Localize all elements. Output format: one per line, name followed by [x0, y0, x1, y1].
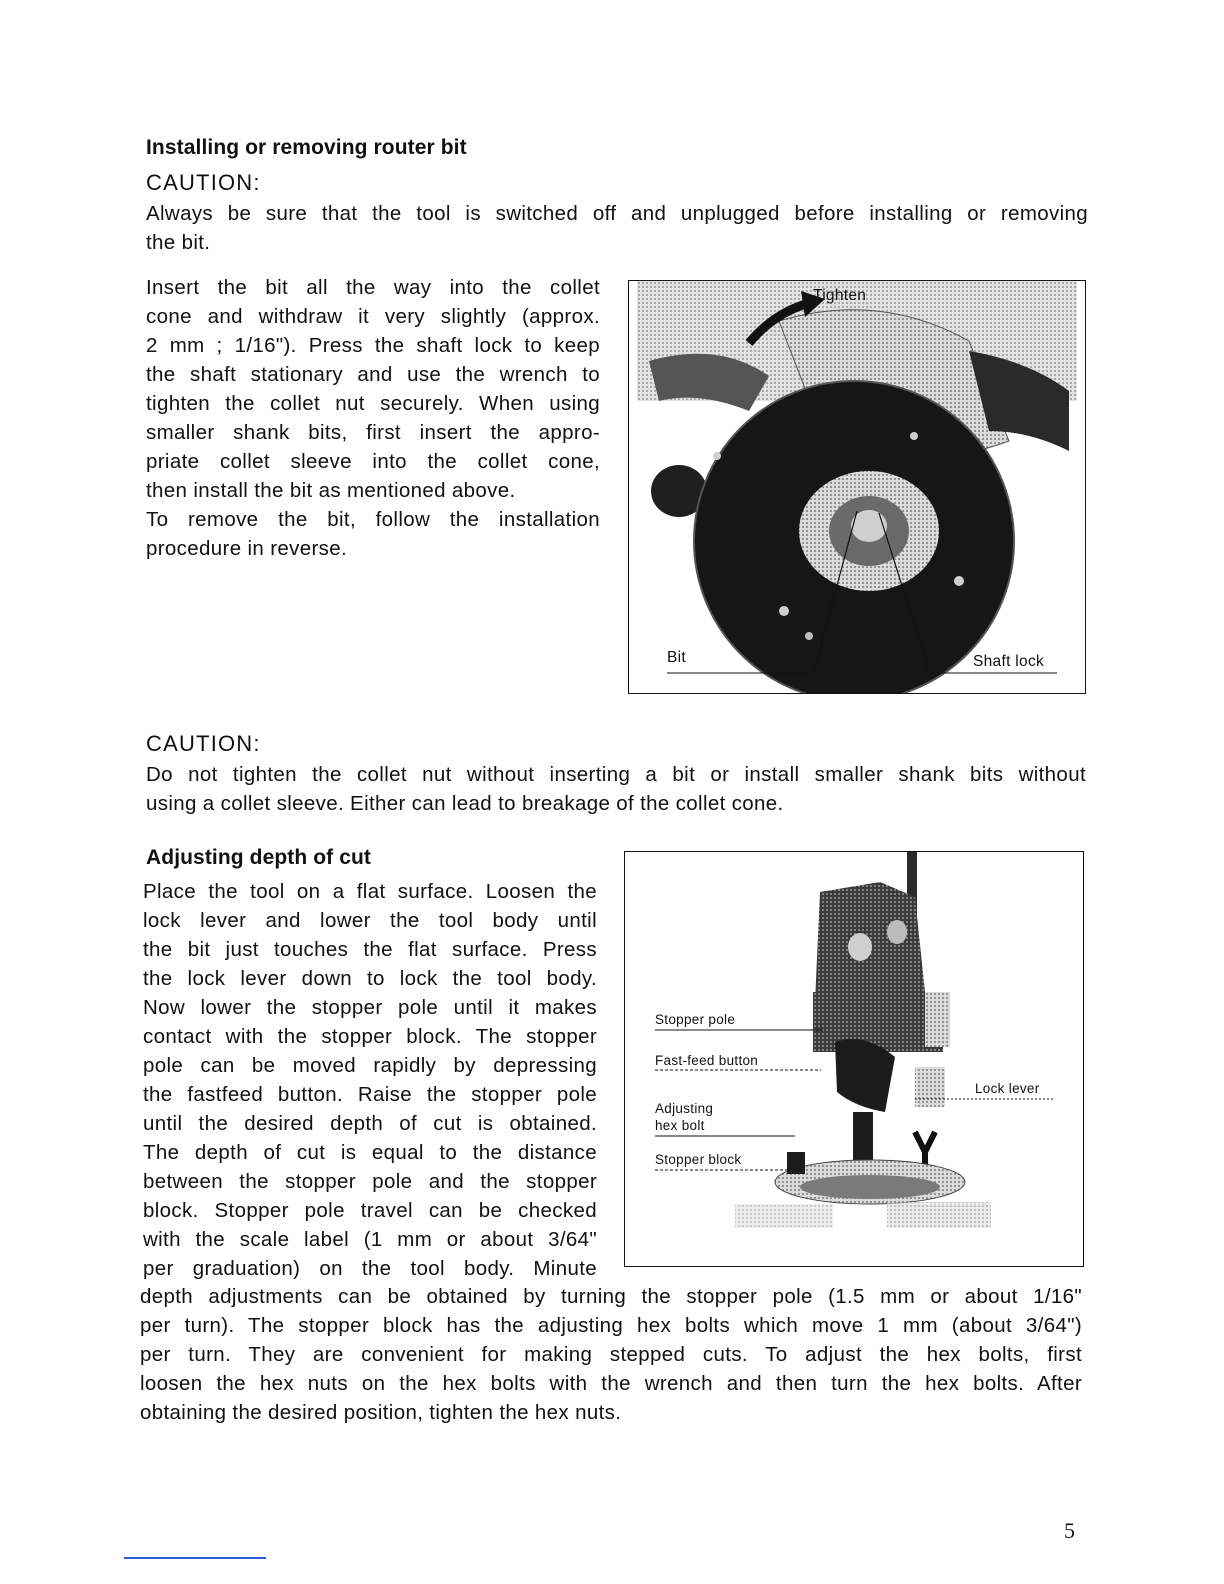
body-line: the bit just touches the flat surface. Press	[143, 938, 597, 961]
lock-lever-label: Lock lever	[975, 1081, 1040, 1096]
body-line: smaller shank bits, first insert the appro-	[146, 421, 600, 444]
body-line: procedure in reverse.	[146, 537, 348, 560]
router-bit-figure	[628, 280, 1086, 694]
depth-of-cut-paragraph-continued	[140, 1282, 1082, 1427]
body-line: between the stopper pole and the stopper	[143, 1170, 597, 1193]
tighten-label: Tighten	[813, 287, 867, 304]
section-heading-depth-of-cut: Adjusting depth of cut	[146, 846, 371, 869]
caution-text-2	[146, 760, 1086, 818]
body-line: the fastfeed button. Raise the stopper pole	[143, 1083, 597, 1106]
depth-of-cut-paragraph	[143, 877, 597, 1283]
body-line: pole can be moved rapidly by depressing	[143, 1054, 597, 1077]
caution-line: the bit.	[146, 231, 211, 254]
body-line: then install the bit as mentioned above.	[146, 479, 516, 502]
body-line: until the desired depth of cut is obtained.	[143, 1112, 597, 1135]
depth-of-cut-figure	[624, 851, 1084, 1267]
hex-bolt-label: hex bolt	[655, 1118, 705, 1133]
body-line: the shaft stationary and use the wrench to	[146, 363, 600, 386]
body-line: cone and withdraw it very slightly (approx.	[146, 305, 600, 328]
fast-feed-button-label: Fast-feed button	[655, 1053, 759, 1068]
body-line: with the scale label (1 mm or about 3/64"	[143, 1228, 597, 1251]
caution-label-2: CAUTION:	[146, 731, 261, 756]
body-line: To remove the bit, follow the installation	[146, 508, 600, 531]
body-line: per turn. They are convenient for making stepped cuts. To adjust the hex bolts, first	[140, 1343, 1082, 1366]
body-line: tighten the collet nut securely. When using	[146, 392, 600, 415]
body-line: Place the tool on a flat surface. Loosen the	[143, 880, 597, 903]
stopper-block-label: Stopper block	[655, 1152, 742, 1167]
shaft-lock-label: Shaft lock	[973, 653, 1045, 670]
stopper-pole-label: Stopper pole	[655, 1012, 736, 1027]
body-line: Insert the bit all the way into the collet	[146, 276, 600, 299]
install-bit-paragraph	[146, 273, 600, 563]
body-line: Now lower the stopper pole until it makes	[143, 996, 597, 1019]
body-line: 2 mm ; 1/16"). Press the shaft lock to keep	[146, 334, 600, 357]
caution-label-1: CAUTION:	[146, 170, 261, 195]
bit-label: Bit	[667, 649, 686, 666]
body-line: The depth of cut is equal to the distance	[143, 1141, 597, 1164]
page-number: 5	[1064, 1518, 1075, 1543]
caution-line: using a collet sleeve. Either can lead to breakage of the collet cone.	[146, 792, 784, 815]
body-line: loosen the hex nuts on the hex bolts with the wrench and then turn the hex bolts. After	[140, 1372, 1082, 1395]
body-line: obtaining the desired position, tighten the hex nuts.	[140, 1401, 622, 1424]
body-line: block. Stopper pole travel can be checked	[143, 1199, 597, 1222]
section-heading-install-bit: Installing or removing router bit	[146, 136, 467, 159]
body-line: lock lever and lower the tool body until	[143, 909, 597, 932]
caution-line: Always be sure that the tool is switched off and unplugged before installing or removing	[146, 202, 1088, 225]
adjusting-label: Adjusting	[655, 1101, 714, 1116]
router-base-photo	[629, 281, 1085, 693]
footer-divider	[124, 1557, 266, 1559]
caution-text-1	[146, 199, 1088, 257]
body-line: depth adjustments can be obtained by turning the stopper pole (1.5 mm or about 1/16"	[140, 1285, 1082, 1308]
body-line: per graduation) on the tool body. Minute	[143, 1257, 597, 1280]
caution-line: Do not tighten the collet nut without inserting a bit or install smaller shank bits without	[146, 763, 1086, 786]
body-line: priate collet sleeve into the collet cone,	[146, 450, 600, 473]
body-line: per turn). The stopper block has the adjusting hex bolts which move 1 mm (about 3/64")	[140, 1314, 1082, 1337]
body-line: the lock lever down to lock the tool body.	[143, 967, 597, 990]
body-line: contact with the stopper block. The stopper	[143, 1025, 597, 1048]
